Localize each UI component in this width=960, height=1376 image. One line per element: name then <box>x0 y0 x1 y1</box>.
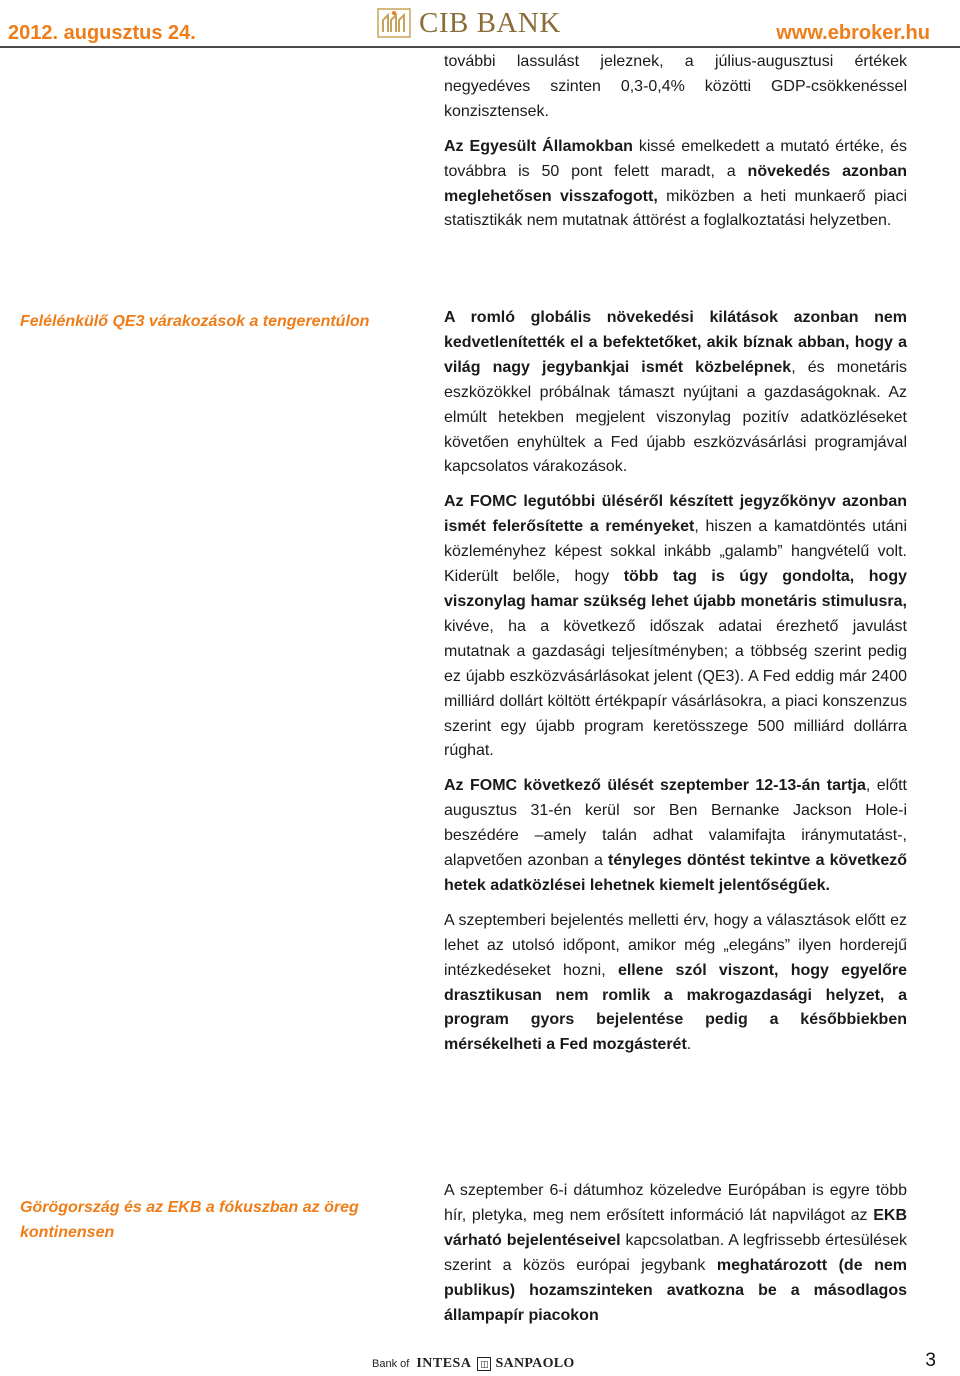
intro-paragraph-2 <box>444 135 907 235</box>
bold-text-run: Az FOMC legutóbbi üléséről készített jegyzőkönyv azonban ismét felerősítette a reményeket <box>444 493 907 536</box>
text-run: , és monetáris eszközökkel próbálnak támaszt nyújtani a gazdaságoknak. Az elmúlt hetekben megjelent viszonylag pozitív adatközléseket követően enyhültek a Fed újabb eszközvásárlási programjával kapcsolatos várakozások. <box>444 358 908 476</box>
page-header <box>0 0 960 46</box>
text-run: A szeptember 6-i dátumhoz közeledve Európában is egyre több hír, pletyka, meg nem erősített információ lát napvilágot az <box>444 1182 907 1224</box>
footer-intesa: INTESA <box>416 1356 472 1371</box>
cib-bank-logo <box>377 6 561 40</box>
qe3-paragraph-3 <box>444 774 907 899</box>
text-run: kapcsolatban. A legfrissebb értesülések szerint a közös európai jegybank <box>444 1231 907 1274</box>
page-footer <box>0 1352 960 1376</box>
text-run: . <box>686 1036 692 1054</box>
text-run: kivéve, ha a következő időszak adatai érezhető javulást mutatnak a gazdasági teljesítményben; a többség szerint pedig ez újabb eszközvásárlásokat jelent (QE3). A Fed eddig már 2400 milliárd dollárt költött értékpapír vásárlásokra, a piaci konszenzus szerint egy újabb program keretösszege 500 milliárd dollárra rúghat. <box>444 617 907 760</box>
footer-sanpaolo: SANPAOLO <box>495 1356 575 1371</box>
text-run: miközben a heti munkaerő piaci statisztikák nem mutatnak áttörést a foglalkoztatási helyzetben. <box>444 187 907 230</box>
qe3-paragraph-4 <box>444 909 907 1058</box>
qe3-paragraph-2 <box>444 490 907 764</box>
text-run: kissé emelkedett a mutató értéke, és továbbra is 50 pont felett maradt, a <box>444 137 907 180</box>
cib-bank-logo-icon <box>377 8 411 38</box>
header-date: 2012. augusztus 24. <box>8 22 196 44</box>
bold-text-run: Az FOMC következő ülését szeptember 12-13-án tartja <box>444 777 866 795</box>
bold-text-run: EKB várható bejelentéseivel <box>444 1206 907 1249</box>
greece-paragraph-1 <box>444 1179 907 1328</box>
text-run: , hiszen a kamatdöntés utáni közleményhez képest sokkal inkább „galamb” hangvételű volt. Kiderült belőle, hogy <box>444 518 907 586</box>
intesa-sanpaolo-logo <box>372 1356 575 1372</box>
qe3-paragraph-1 <box>444 306 907 480</box>
section-heading-greece: Görögország és az EKB a fókuszban az öreg kontinensen <box>20 1199 359 1241</box>
section-heading-qe3: Felélénkülő QE3 várakozások a tengerentúlon <box>20 313 370 330</box>
header-divider <box>0 46 960 48</box>
bold-text-run: Az Egyesült Államokban <box>444 137 633 155</box>
bold-text-run: több tag is úgy gondolta, hogy viszonylag hamar szükség lehet újabb monetáris stimulusra, <box>444 568 907 610</box>
intro-section <box>444 50 907 234</box>
text-run: , előtt augusztus 31-én kerül sor Ben Bernanke Jackson Hole-i beszédére –amely talán adhat valamifajta iránymutatást-, alapvetően azonban a <box>444 777 908 870</box>
header-url[interactable]: www.ebroker.hu <box>776 22 930 44</box>
bold-text-run: meghatározott (de nem publikus) hozamszinteken avatkozna be a másodlagos állampapír piacokon <box>444 1256 908 1324</box>
qe3-section <box>444 306 907 1058</box>
bold-text-run: ellene szól viszont, hogy egyelőre drasztikusan nem romlik a makrogazdasági helyzet, a program gyors bejelentése pedig a későbbiekben mérsékelheti a Fed mozgásterét <box>444 961 907 1054</box>
bold-text-run: növekedés azonban meglehetősen visszafogott, <box>444 162 907 205</box>
greece-section <box>444 1179 907 1328</box>
intro-paragraph-1: további lassulást jeleznek, a július-augusztusi értékek negyedéves szinten 0,3-0,4% közötti GDP-csökkenéssel konzisztensek. <box>444 53 907 120</box>
footer-bank-of: Bank of <box>372 1358 410 1370</box>
bank-name: CIB BANK <box>419 6 561 39</box>
page-number: 3 <box>925 1350 936 1371</box>
text-run: A szeptemberi bejelentés melletti érv, hogy a választások előtt ez lehet az utolsó időpont, amikor még „elegáns” ilyen horderejű intézkedéseket hozni, <box>444 911 907 979</box>
bold-text-run: A romló globális növekedési kilátások azonban nem kedvetlenítették el a befektetőket, akik bíznak abban, hogy a világ nagy jegybankjai ismét közbelépnek <box>444 309 907 376</box>
bold-text-run: tényleges döntést tekintve a következő hetek adatközlései lehetnek kiemelt jelentőségűek. <box>444 852 907 894</box>
intesa-mark-icon: ◫ <box>477 1357 491 1371</box>
